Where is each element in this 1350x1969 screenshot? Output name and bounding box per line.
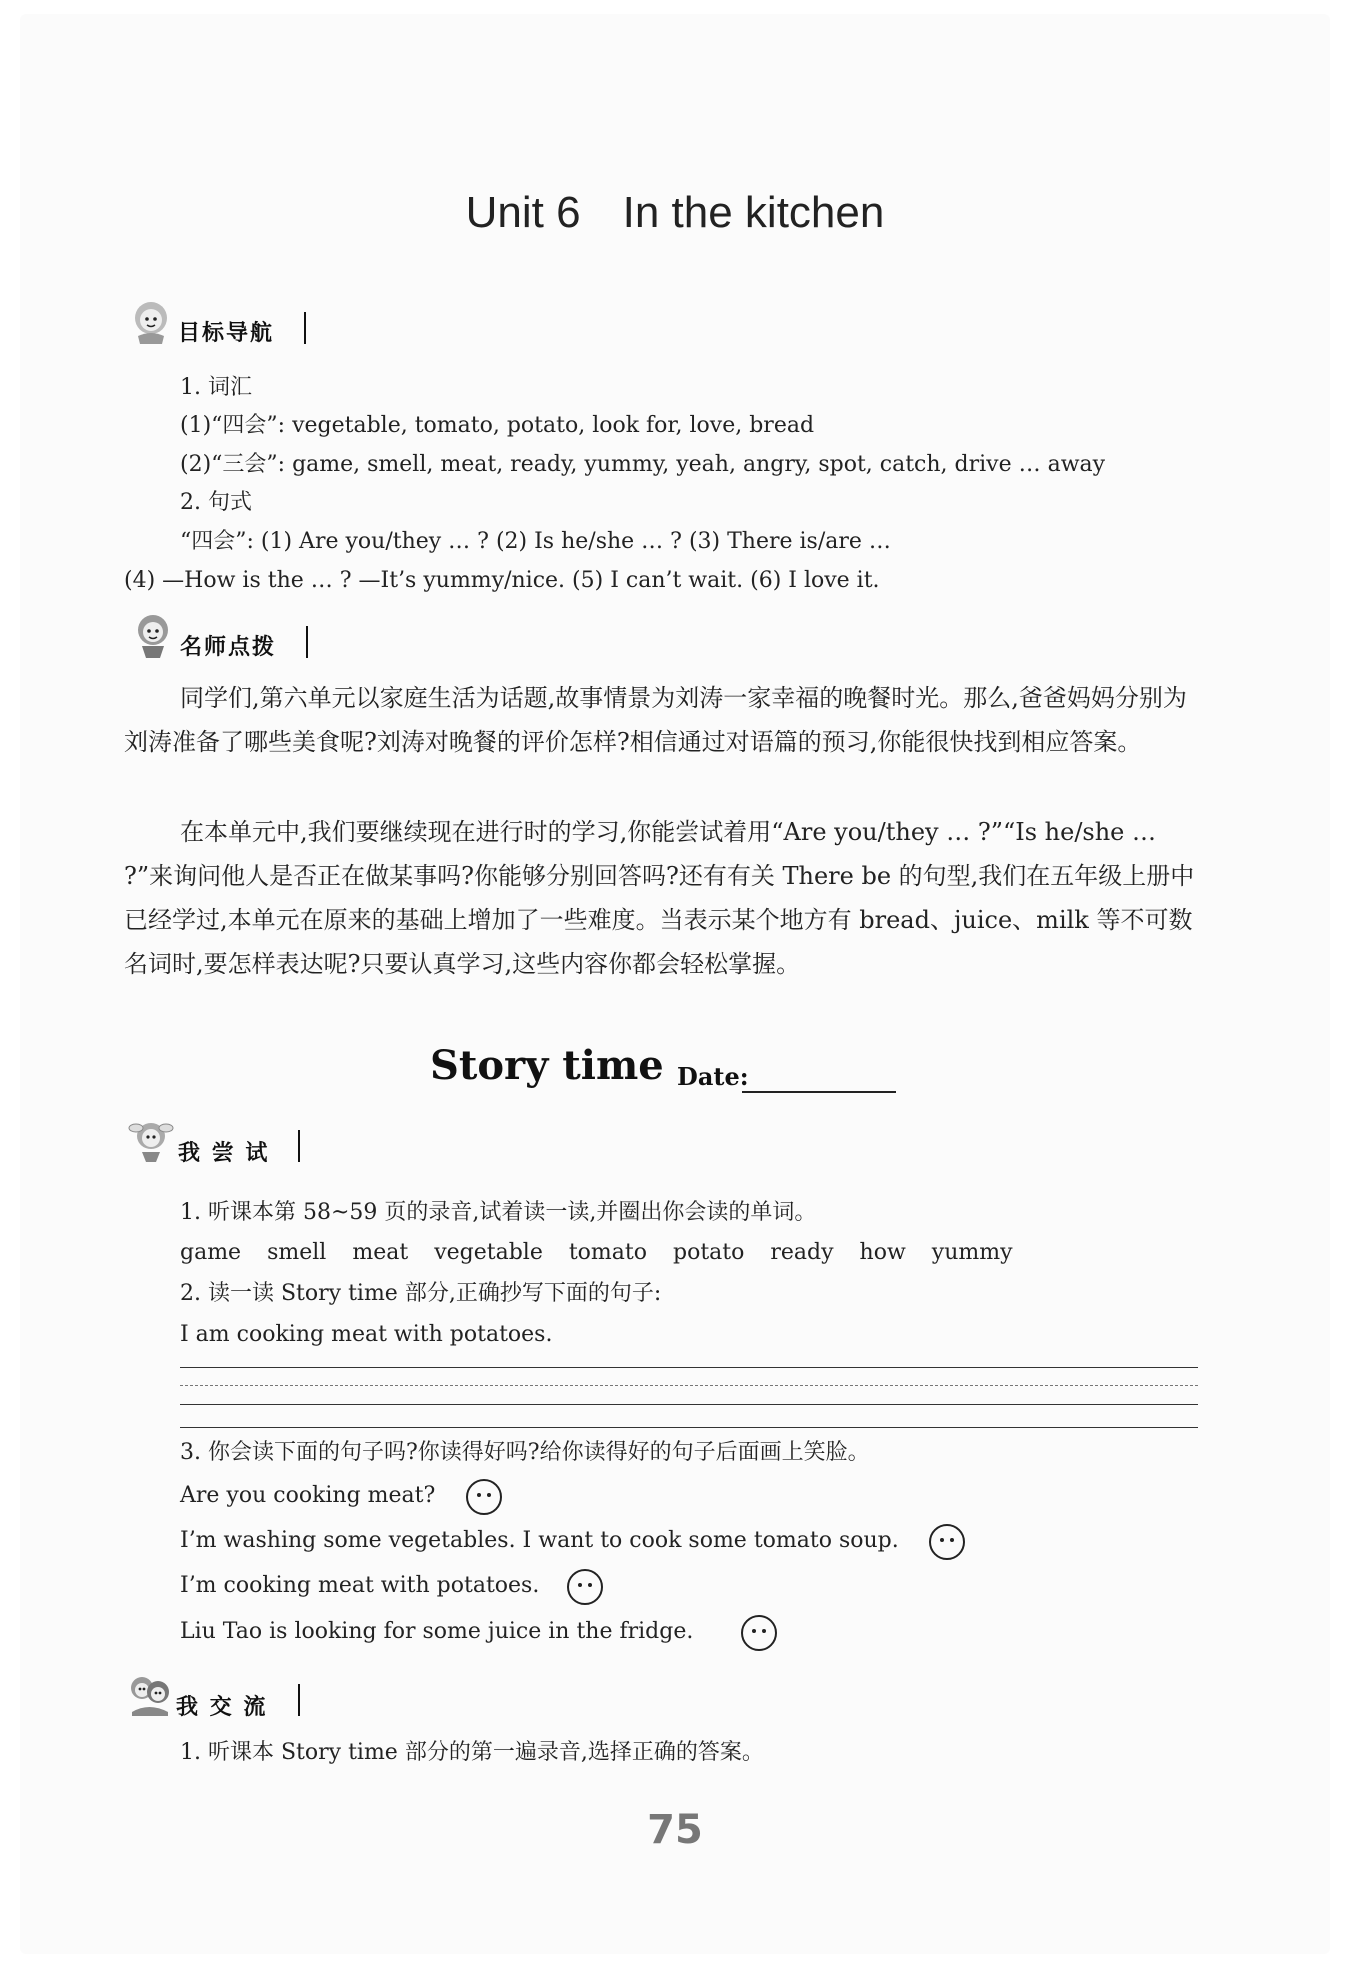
pattern-line-2: (4) —How is the … ? —It’s yummy/nice. (5) I can’t wait. (6) I love it. — [124, 568, 880, 593]
date-blank-line[interactable] — [742, 1091, 896, 1093]
word-item[interactable]: tomato — [568, 1240, 647, 1265]
word-item[interactable]: meat — [352, 1240, 409, 1265]
story-time-title: Story time — [430, 1042, 664, 1089]
header-divider — [304, 312, 306, 344]
try-question-1: 1. 听课本第 58~59 页的录音,试着读一读,并圈出你会读的单词。 — [180, 1200, 817, 1225]
word-list — [180, 1238, 1039, 1268]
pattern-title: 2. 句式 — [180, 490, 252, 515]
header-divider — [306, 626, 308, 658]
section-try-title: 我 尝 试 — [178, 1141, 270, 1166]
vocab-four-skills: (1)“四会”: vegetable, tomato, potato, look for, love, bread — [180, 413, 815, 438]
page-number: 75 — [647, 1807, 703, 1853]
vocab-three-skills: (2)“三会”: game, smell, meat, ready, yummy, yeah, angry, spot, catch, drive … away — [180, 452, 1106, 477]
word-item[interactable]: ready — [770, 1240, 834, 1265]
word-item[interactable]: vegetable — [434, 1240, 543, 1265]
smiley-face-icon[interactable] — [566, 1568, 604, 1606]
unit-topic: In the kitchen — [622, 188, 885, 237]
section-goals-header — [126, 296, 316, 346]
pattern-line-1: “四会”: (1) Are you/they … ? (2) Is he/she … ? (3) There is/are … — [180, 529, 891, 554]
section-goals-title: 目标导航 — [178, 321, 275, 346]
writing-guide-line — [180, 1385, 1198, 1386]
copy-sentence: I am cooking meat with potatoes. — [180, 1322, 553, 1347]
section-talk-title: 我 交 流 — [176, 1695, 268, 1720]
section-talk-header — [124, 1668, 304, 1718]
date-label: Date: — [677, 1062, 749, 1091]
girl-mascot-icon — [126, 296, 176, 346]
header-divider — [298, 1130, 300, 1162]
read-sentence: Liu Tao is looking for some juice in the fridge. — [180, 1619, 694, 1644]
vocab-title: 1. 词汇 — [180, 375, 252, 400]
writing-line[interactable] — [180, 1367, 1198, 1368]
unit-number: Unit 6 — [465, 188, 581, 237]
talk-question-1: 1. 听课本 Story time 部分的第一遍录音,选择正确的答案。 — [180, 1740, 764, 1765]
read-sentence: I’m cooking meat with potatoes. — [180, 1573, 540, 1598]
word-item[interactable]: potato — [673, 1240, 745, 1265]
writing-line[interactable] — [180, 1404, 1198, 1405]
tips-paragraph-2: 在本单元中,我们要继续现在进行时的学习,你能尝试着用“Are you/they … ?”“Is he/she … ?”来询问他人是否正在做某事吗?你能够分别回答吗?还有有关 There be 的句型,我们在五年级上册中已经学过,本单元在原来的基础上增加了一些难度。当表示某个地方有 bread、juice、milk 等不可数名词时,要怎样表达呢?只要认真学习,这些内容你都会轻松掌握。 — [124, 818, 1195, 978]
boy-mascot-icon — [128, 610, 178, 660]
try-question-3: 3. 你会读下面的句子吗?你读得好吗?给你读得好的句子后面画上笑脸。 — [180, 1440, 870, 1465]
header-divider — [298, 1684, 300, 1716]
smiley-face-icon[interactable] — [740, 1614, 778, 1652]
tips-paragraph-1: 同学们,第六单元以家庭生活为话题,故事情景为刘涛一家幸福的晚餐时光。那么,爸爸妈妈分别为刘涛准备了哪些美食呢?刘涛对晚餐的评价怎样?相信通过对语篇的预习,你能很快找到相应答案。 — [124, 684, 1187, 756]
section-tips-title: 名师点拨 — [180, 635, 277, 660]
word-item[interactable]: yummy — [931, 1240, 1013, 1265]
word-item[interactable]: smell — [267, 1240, 327, 1265]
unit-title — [0, 188, 1350, 238]
try-question-2: 2. 读一读 Story time 部分,正确抄写下面的句子: — [180, 1281, 662, 1306]
read-sentence: I’m washing some vegetables. I want to cook some tomato soup. — [180, 1528, 899, 1553]
kids-mascot-icon — [124, 1668, 174, 1718]
section-try-header — [126, 1114, 306, 1164]
bee-mascot-icon — [126, 1114, 176, 1164]
word-item[interactable]: how — [859, 1240, 906, 1265]
section-tips-header — [128, 610, 318, 660]
smiley-face-icon[interactable] — [465, 1478, 503, 1516]
writing-line[interactable] — [180, 1427, 1198, 1428]
word-item[interactable]: game — [180, 1240, 242, 1265]
smiley-face-icon[interactable] — [928, 1523, 966, 1561]
read-sentence: Are you cooking meat? — [180, 1483, 436, 1508]
